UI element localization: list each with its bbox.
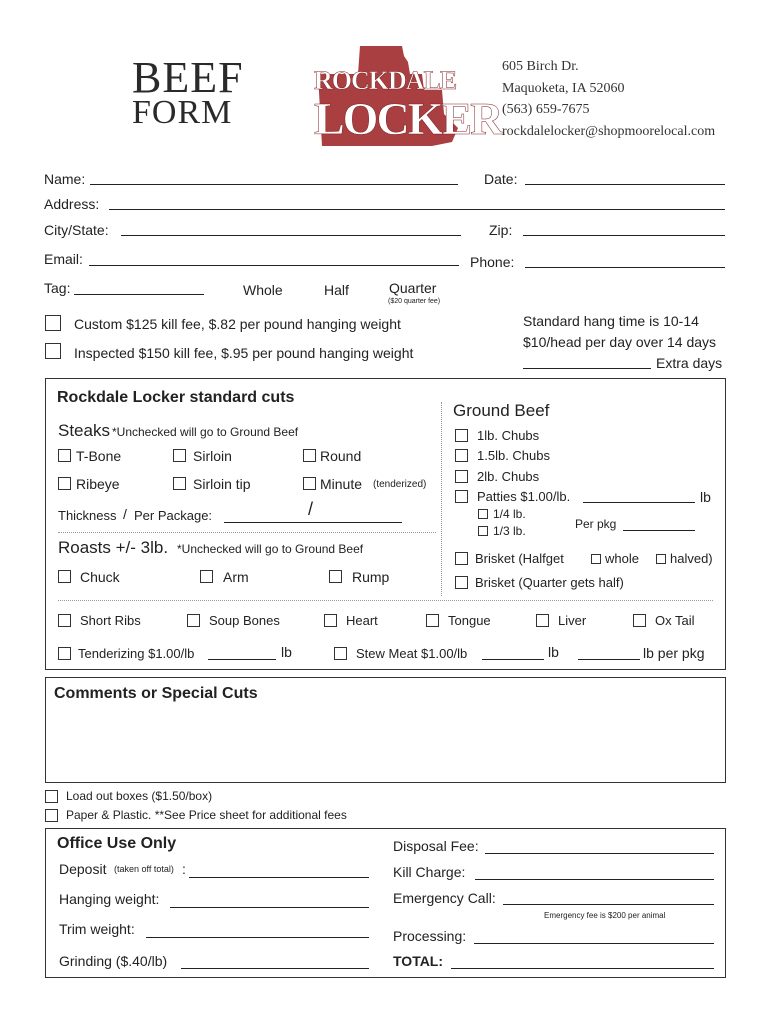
date-label: Date: (484, 171, 518, 187)
brisket-halved-checkbox[interactable] (656, 554, 666, 564)
address-line2: Maquoketa, IA 52060 (502, 80, 625, 96)
total-field[interactable] (451, 968, 714, 969)
load-out-boxes-label: Load out boxes ($1.50/box) (66, 789, 213, 803)
heart-label: Heart (346, 613, 378, 628)
tag-field[interactable] (74, 294, 204, 295)
patties-lb-unit: lb (700, 489, 711, 505)
hang-time-line1: Standard hang time is 10-14 (523, 313, 699, 329)
stew-meat-pkg-field[interactable] (578, 659, 640, 660)
city-state-field[interactable] (121, 235, 461, 236)
comments-title: Comments or Special Cuts (54, 685, 258, 702)
kill-charge-label: Kill Charge: (393, 864, 466, 880)
tenderized-note: (tenderized) (373, 479, 427, 490)
ox-tail-checkbox[interactable] (633, 614, 646, 627)
rump-label: Rump (352, 569, 390, 585)
brisket-half-label: Brisket (Halfget (475, 551, 564, 566)
quarter-fee-note: ($20 quarter fee) (388, 298, 441, 305)
patties-checkbox[interactable] (455, 490, 468, 503)
lb-per-pkg-label: lb per pkg (643, 645, 705, 661)
tongue-checkbox[interactable] (426, 614, 439, 627)
sirloin-label: Sirloin (193, 448, 232, 464)
sirloin-tip-label: Sirloin tip (193, 476, 251, 492)
paper-plastic-label: Paper & Plastic. **See Price sheet for additional fees (66, 808, 347, 822)
standard-cuts-title: Rockdale Locker standard cuts (57, 389, 295, 406)
brisket-whole-checkbox[interactable] (591, 554, 601, 564)
email-label: Email: (44, 251, 83, 267)
chub-1lb-label: 1lb. Chubs (477, 428, 540, 443)
sirloin-tip-checkbox[interactable] (173, 477, 186, 490)
chub-2lb-checkbox[interactable] (455, 470, 468, 483)
soup-bones-checkbox[interactable] (187, 614, 200, 627)
steaks-divider (58, 532, 436, 533)
arm-checkbox[interactable] (200, 570, 213, 583)
whole-option[interactable]: Whole (243, 282, 283, 298)
form-title (132, 53, 244, 131)
address-field[interactable] (109, 209, 725, 210)
quarter-lb-label: 1/4 lb. (493, 507, 526, 521)
deposit-field[interactable] (189, 877, 369, 878)
grinding-field[interactable] (181, 968, 369, 969)
logo-text-2: LOCKER (314, 93, 502, 144)
per-pkg-field[interactable] (623, 530, 695, 531)
inspected-kill-checkbox[interactable] (45, 343, 61, 359)
third-lb-checkbox[interactable] (478, 526, 488, 536)
form-title-line2: FORM (132, 94, 233, 131)
city-state-label: City/State: (44, 222, 109, 238)
phone-field[interactable] (525, 267, 725, 268)
tbone-label: T-Bone (76, 448, 122, 464)
deposit-label: Deposit (59, 861, 107, 877)
tenderizing-lb-unit: lb (281, 644, 292, 660)
liver-checkbox[interactable] (536, 614, 549, 627)
field-slash-separator: / (308, 499, 314, 519)
paper-plastic-checkbox[interactable] (45, 809, 58, 822)
address-label: Address: (44, 196, 100, 212)
processing-field[interactable] (474, 943, 714, 944)
tenderizing-checkbox[interactable] (58, 647, 71, 660)
contact-email: rockdalelocker@shopmoorelocal.com (502, 123, 716, 139)
cuts-divider (58, 600, 713, 601)
name-field[interactable] (90, 184, 458, 185)
hang-time-line2: $10/head per day over 14 days (523, 334, 717, 350)
roasts-note: *Unchecked will go to Ground Beef (177, 542, 364, 556)
chuck-checkbox[interactable] (58, 570, 71, 583)
trim-weight-label: Trim weight: (59, 921, 135, 937)
chub-2lb-label: 2lb. Chubs (477, 469, 540, 484)
short-ribs-checkbox[interactable] (58, 614, 71, 627)
roasts-heading: Roasts +/- 3lb. (58, 538, 169, 557)
ribeye-checkbox[interactable] (58, 477, 71, 490)
ox-tail-label: Ox Tail (655, 613, 695, 628)
stew-meat-checkbox[interactable] (334, 647, 347, 660)
tongue-label: Tongue (448, 613, 491, 628)
processing-label: Processing: (393, 928, 467, 944)
emergency-call-field[interactable] (503, 904, 714, 905)
stew-meat-label: Stew Meat $1.00/lb (356, 646, 468, 661)
contact-block (502, 56, 715, 142)
round-checkbox[interactable] (303, 449, 316, 462)
emergency-call-label: Emergency Call: (393, 890, 496, 906)
emergency-fee-note: Emergency fee is $200 per animal (544, 911, 666, 920)
sirloin-checkbox[interactable] (173, 449, 186, 462)
standard-cuts-box (45, 378, 726, 670)
email-field[interactable] (89, 265, 459, 266)
liver-label: Liver (558, 613, 587, 628)
brisket-whole-label: whole (605, 551, 639, 566)
thickness-label: Thickness (58, 508, 117, 523)
minute-checkbox[interactable] (303, 477, 316, 490)
thickness-field[interactable] (224, 522, 402, 523)
steaks-heading: Steaks (58, 421, 110, 440)
phone-label: Phone: (470, 254, 515, 270)
load-out-boxes-checkbox[interactable] (45, 790, 58, 803)
brisket-halved-label: halved) (670, 551, 713, 566)
deposit-colon: : (182, 861, 186, 877)
quarter-option[interactable]: Quarter (389, 280, 437, 296)
minute-label: Minute (320, 476, 363, 492)
round-label: Round (320, 448, 362, 464)
name-label: Name: (44, 171, 86, 187)
disposal-fee-field[interactable] (485, 853, 714, 854)
patties-lb-field[interactable] (583, 502, 695, 503)
quarter-lb-checkbox[interactable] (478, 509, 488, 519)
zip-label: Zip: (489, 222, 513, 238)
steaks-note: *Unchecked will go to Ground Beef (112, 425, 299, 439)
brisket-quarter-checkbox[interactable] (455, 576, 468, 589)
extra-days-label: Extra days (656, 355, 723, 371)
tenderizing-label: Tenderizing $1.00/lb (78, 646, 195, 661)
total-label: TOTAL: (393, 953, 444, 969)
third-lb-label: 1/3 lb. (493, 524, 526, 538)
tenderizing-field[interactable] (208, 659, 276, 660)
per-package-label: Per Package: (134, 508, 213, 523)
taken-off-note: (taken off total) (114, 864, 174, 874)
hanging-weight-label: Hanging weight: (59, 891, 160, 907)
chub-1lb-checkbox[interactable] (455, 429, 468, 442)
brisket-quarter-label: Brisket (Quarter gets half) (475, 575, 624, 590)
patties-label: Patties $1.00/lb. (477, 489, 571, 504)
stew-meat-lb-unit: lb (548, 644, 559, 660)
brisket-half-checkbox[interactable] (455, 552, 468, 565)
soup-bones-label: Soup Bones (209, 613, 280, 628)
kill-charge-field[interactable] (475, 879, 714, 880)
chub-1-5lb-label: 1.5lb. Chubs (477, 448, 550, 463)
disposal-fee-label: Disposal Fee: (393, 838, 479, 854)
ground-beef-divider (441, 402, 442, 596)
date-field[interactable] (525, 184, 725, 185)
half-option[interactable]: Half (324, 282, 349, 298)
logo-text-1: ROCKDALE (314, 66, 457, 95)
custom-kill-label: Custom $125 kill fee, $.82 per pound hanging weight (74, 316, 401, 332)
contact-phone: (563) 659-7675 (502, 102, 590, 117)
form-title-line1: BEEF (132, 53, 244, 102)
short-ribs-label: Short Ribs (80, 613, 141, 628)
inspected-kill-label: Inspected $150 kill fee, $.95 per pound hanging weight (74, 345, 414, 361)
ground-beef-heading: Ground Beef (453, 401, 550, 420)
rockdale-logo (312, 44, 502, 150)
address-line1: 605 Birch Dr. (502, 59, 579, 74)
custom-kill-checkbox[interactable] (45, 315, 61, 331)
extra-days-field[interactable] (523, 368, 651, 369)
tag-label: Tag: (44, 280, 71, 296)
grinding-label: Grinding ($.40/lb) (59, 953, 168, 969)
trim-weight-field[interactable] (146, 937, 369, 938)
stew-meat-field[interactable] (482, 659, 544, 660)
ribeye-label: Ribeye (76, 476, 120, 492)
hanging-weight-field[interactable] (170, 907, 369, 908)
office-use-title: Office Use Only (57, 835, 177, 852)
heart-checkbox[interactable] (324, 614, 337, 627)
thickness-slash-separator: / (123, 506, 127, 522)
chub-1-5lb-checkbox[interactable] (455, 449, 468, 462)
zip-field[interactable] (523, 235, 725, 236)
rump-checkbox[interactable] (329, 570, 342, 583)
tbone-checkbox[interactable] (58, 449, 71, 462)
per-pkg-label: Per pkg (575, 517, 617, 531)
arm-label: Arm (223, 569, 249, 585)
chuck-label: Chuck (80, 569, 120, 585)
